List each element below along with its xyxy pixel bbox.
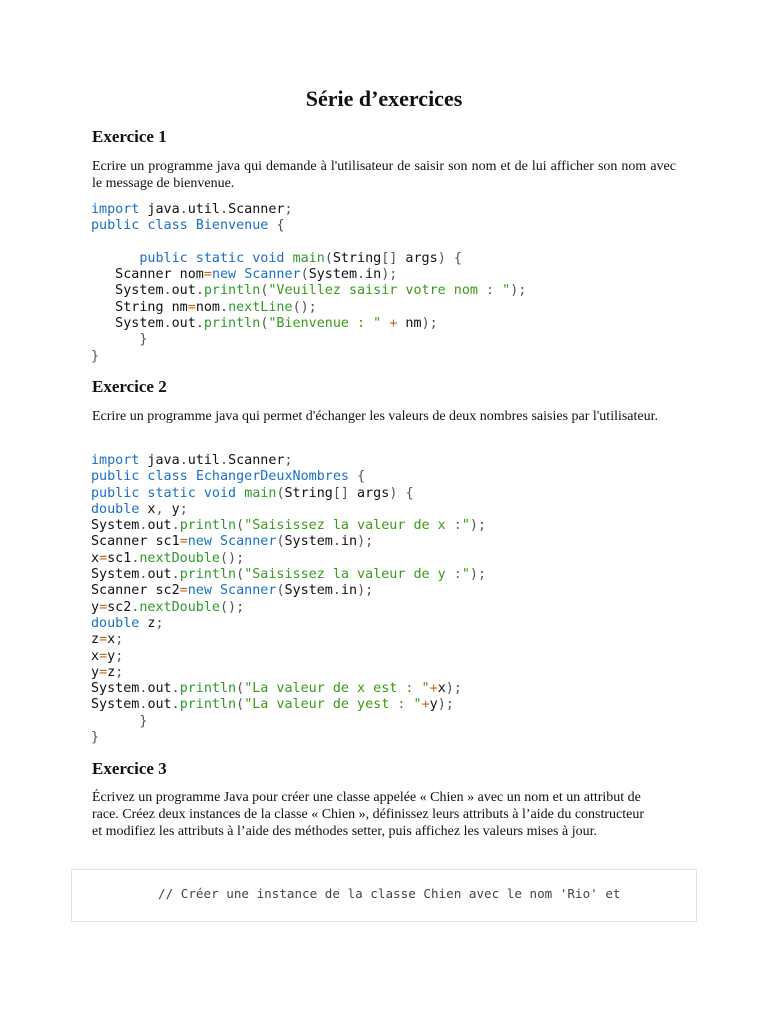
code-token: y bbox=[91, 664, 100, 680]
code-token: . bbox=[171, 518, 180, 534]
code-token: ) bbox=[437, 250, 446, 266]
code-token: . bbox=[179, 202, 188, 217]
code-token: public class bbox=[91, 218, 188, 234]
code-token: ; bbox=[115, 664, 124, 680]
code-token: Scanner sc2 bbox=[91, 583, 180, 599]
code-token: ) bbox=[389, 485, 398, 501]
code-token: + bbox=[429, 681, 438, 697]
code-token: x bbox=[91, 648, 100, 664]
code-line bbox=[91, 730, 486, 746]
code-token: String nm bbox=[91, 299, 188, 315]
exercise-1-code bbox=[91, 202, 526, 365]
code-token: nextLine bbox=[228, 299, 293, 315]
code-token: System bbox=[91, 567, 140, 583]
code-token: . bbox=[195, 316, 204, 332]
code-token: java bbox=[139, 202, 180, 217]
code-token: args bbox=[349, 485, 390, 501]
code-token: println bbox=[179, 567, 237, 583]
code-token: { bbox=[357, 469, 366, 485]
code-line bbox=[91, 202, 526, 218]
code-token: System bbox=[91, 697, 140, 713]
code-token bbox=[285, 251, 293, 266]
code-token: "Saisissez la valeur de x :" bbox=[244, 518, 470, 534]
code-token: } bbox=[91, 730, 100, 746]
code-token: sc1 bbox=[107, 550, 132, 566]
code-token: "La valeur de x est : " bbox=[244, 681, 430, 697]
code-token: println bbox=[179, 697, 237, 713]
code-token: new bbox=[187, 583, 212, 599]
code-token: System bbox=[91, 316, 164, 332]
code-token: (); bbox=[220, 599, 245, 615]
code-token: Scanner bbox=[220, 583, 277, 599]
code-token: out bbox=[147, 697, 172, 713]
page-title: Série d’exercices bbox=[305, 86, 463, 111]
code-token: = bbox=[187, 299, 196, 315]
code-line bbox=[91, 332, 526, 348]
code-token: x bbox=[107, 632, 116, 648]
code-token: . bbox=[163, 283, 172, 299]
code-line bbox=[91, 567, 486, 583]
exercise-2-heading: Exercice 2 bbox=[92, 377, 167, 396]
code-token: Scanner bbox=[220, 534, 277, 550]
code-token: "Saisissez la valeur de y :" bbox=[244, 567, 470, 583]
code-token: y bbox=[107, 648, 116, 664]
code-token: System bbox=[284, 534, 333, 550]
code-token: util bbox=[187, 453, 220, 468]
code-token bbox=[212, 534, 220, 549]
code-token: ( bbox=[300, 267, 309, 283]
code-token: . bbox=[163, 316, 172, 332]
code-token: . bbox=[139, 567, 148, 583]
code-token: nom bbox=[195, 299, 220, 315]
exercise-3-code-block bbox=[71, 869, 697, 922]
code-line bbox=[91, 551, 486, 567]
code-line bbox=[91, 300, 526, 316]
code-token: ( bbox=[260, 283, 269, 299]
code-line bbox=[91, 681, 486, 697]
code-token: y bbox=[91, 599, 100, 615]
code-token: sc2 bbox=[107, 599, 132, 615]
code-line bbox=[91, 518, 486, 534]
code-token: + bbox=[421, 697, 430, 713]
code-token: = bbox=[99, 550, 108, 566]
code-token: ); bbox=[510, 283, 527, 299]
code-token: Scanner bbox=[228, 453, 285, 468]
code-token: ); bbox=[421, 316, 438, 332]
exercise-2-description: Ecrire un programme java qui permet d'échanger les valeurs de deux nombres saisies par l'utilisateur. bbox=[92, 409, 659, 424]
code-token: ( bbox=[236, 567, 245, 583]
code-token: args bbox=[397, 250, 438, 266]
code-token: System bbox=[91, 518, 140, 534]
code-line bbox=[91, 486, 486, 502]
code-token: Scanner nom bbox=[91, 267, 204, 283]
code-token bbox=[212, 583, 220, 598]
exercise-1-description: Ecrire un programme java qui demande à l'utilisateur de saisir son nom et de lui afficher son nom avec le message de bienvenue. bbox=[92, 159, 676, 191]
exercise-3-heading: Exercice 3 bbox=[92, 759, 167, 778]
code-token: ( bbox=[236, 697, 245, 713]
code-line bbox=[91, 453, 486, 469]
code-token: { bbox=[453, 250, 462, 266]
code-token: "La valeur de yest : " bbox=[244, 697, 422, 713]
code-token: = bbox=[99, 599, 108, 615]
code-token bbox=[91, 251, 139, 266]
code-token: = bbox=[99, 664, 108, 680]
exercise-2-code bbox=[91, 453, 486, 746]
code-token: ( bbox=[324, 250, 333, 266]
code-token: ); bbox=[357, 583, 374, 599]
code-token: (); bbox=[220, 550, 245, 566]
code-token bbox=[236, 486, 244, 501]
code-token: public static void bbox=[91, 485, 237, 501]
code-token: println bbox=[179, 518, 237, 534]
code-token: y bbox=[429, 697, 438, 713]
code-token: String bbox=[332, 250, 382, 266]
code-token: . bbox=[220, 299, 229, 315]
code-token: java bbox=[139, 453, 180, 468]
code-token: x bbox=[139, 501, 156, 517]
code-token: z bbox=[107, 664, 116, 680]
code-line bbox=[91, 632, 486, 648]
code-token: Scanner bbox=[228, 202, 285, 217]
code-token: = bbox=[203, 267, 212, 283]
code-token: in bbox=[365, 267, 382, 283]
code-token: System bbox=[91, 283, 164, 299]
code-token: ; bbox=[115, 632, 124, 648]
code-line bbox=[91, 283, 526, 299]
code-token: System bbox=[91, 681, 140, 697]
code-token: "Bienvenue : " bbox=[268, 316, 382, 332]
code-token: double bbox=[91, 615, 140, 631]
code-token: public static void bbox=[139, 250, 285, 266]
code-token: ); bbox=[381, 267, 398, 283]
code-token: { bbox=[276, 218, 285, 234]
code-token: ; bbox=[179, 501, 188, 517]
code-token: nextDouble bbox=[139, 599, 220, 615]
exercise-1-heading: Exercice 1 bbox=[92, 127, 167, 146]
code-token: x bbox=[437, 681, 446, 697]
code-token: z bbox=[139, 615, 156, 631]
code-token: = bbox=[179, 534, 188, 550]
code-token: EchangerDeuxNombres bbox=[195, 469, 349, 485]
code-token bbox=[188, 469, 196, 484]
code-token: System bbox=[284, 583, 333, 599]
code-token: in bbox=[340, 534, 358, 550]
code-token: ); bbox=[445, 681, 462, 697]
code-token bbox=[236, 267, 244, 282]
code-line bbox=[91, 600, 486, 616]
code-token: z bbox=[91, 632, 100, 648]
code-line bbox=[91, 714, 486, 730]
code-token: out bbox=[147, 681, 172, 697]
code-token: . bbox=[332, 583, 341, 599]
exercise-3-description: Écrivez un programme Java pour créer une classe appelée « Chien » avec un nom et un attribut de race. Créez deux instances de la classe « Chien », définissez leurs attributs à l’aide du constructeur et modifiez les attributs à l’aide des méthodes setter, puis affichez les valeurs mises à jour. bbox=[92, 790, 645, 839]
code-token: + bbox=[389, 316, 398, 332]
code-token: import bbox=[91, 453, 140, 468]
code-token: , bbox=[155, 501, 164, 517]
code-token: = bbox=[99, 648, 108, 664]
code-line bbox=[91, 649, 486, 665]
code-token: Bienvenue bbox=[195, 218, 269, 234]
code-token: } bbox=[139, 332, 148, 348]
code-token: ; bbox=[284, 202, 293, 217]
code-token: ); bbox=[437, 697, 454, 713]
code-token: . bbox=[131, 599, 140, 615]
code-line bbox=[91, 583, 486, 599]
code-token: ; bbox=[284, 453, 293, 468]
code-line bbox=[91, 665, 486, 681]
code-token: new bbox=[187, 534, 212, 550]
code-token: . bbox=[332, 534, 341, 550]
code-line bbox=[91, 697, 486, 713]
code-token: "Veuillez saisir votre nom : " bbox=[268, 283, 511, 299]
code-token: . bbox=[139, 681, 148, 697]
code-token: ; bbox=[115, 648, 124, 664]
code-line bbox=[91, 316, 526, 332]
code-token: . bbox=[171, 681, 180, 697]
code-token: . bbox=[139, 518, 148, 534]
code-token: . bbox=[220, 453, 229, 468]
code-token: double bbox=[91, 501, 140, 517]
code-token: ( bbox=[236, 518, 245, 534]
code-token: = bbox=[179, 583, 188, 599]
code-token: println bbox=[203, 283, 261, 299]
code-token: out bbox=[171, 283, 196, 299]
code-token: . bbox=[220, 202, 229, 217]
code-token bbox=[91, 714, 139, 729]
code-line bbox=[91, 235, 526, 251]
code-line bbox=[91, 267, 526, 283]
code-token: ( bbox=[276, 534, 285, 550]
code-token: String bbox=[284, 485, 333, 501]
code-token: main bbox=[292, 250, 325, 266]
code-token bbox=[349, 469, 357, 484]
code-token: . bbox=[171, 567, 180, 583]
code-token: ( bbox=[236, 681, 245, 697]
code-token: ( bbox=[276, 583, 285, 599]
code-line bbox=[91, 349, 526, 365]
code-token: x bbox=[91, 550, 100, 566]
code-line bbox=[91, 616, 486, 632]
code-token: new bbox=[211, 267, 237, 283]
code-token bbox=[188, 218, 196, 233]
code-token: } bbox=[139, 713, 148, 729]
code-token: } bbox=[91, 348, 100, 364]
code-line bbox=[91, 502, 486, 518]
code-token: main bbox=[244, 485, 277, 501]
code-token: println bbox=[179, 681, 237, 697]
code-token: util bbox=[187, 202, 220, 217]
code-token: in bbox=[340, 583, 358, 599]
code-token: . bbox=[139, 697, 148, 713]
code-token: ); bbox=[357, 534, 374, 550]
code-token: Scanner sc1 bbox=[91, 534, 180, 550]
code-token: ; bbox=[155, 615, 164, 631]
code-token: . bbox=[131, 550, 140, 566]
code-token: [] bbox=[381, 250, 398, 266]
code-comment: // Créer une instance de la classe Chien avec le nom 'Rio' et bbox=[158, 886, 621, 901]
code-token: = bbox=[99, 632, 108, 648]
code-token: println bbox=[203, 316, 261, 332]
code-token: [] bbox=[332, 485, 349, 501]
code-token: (); bbox=[292, 299, 317, 315]
code-token: . bbox=[179, 453, 188, 468]
code-token: out bbox=[171, 316, 196, 332]
code-token: import bbox=[91, 202, 140, 217]
code-token: y bbox=[163, 501, 180, 517]
code-token: public class bbox=[91, 469, 188, 485]
code-line bbox=[91, 218, 526, 234]
code-token: nextDouble bbox=[139, 550, 220, 566]
code-line bbox=[91, 534, 486, 550]
code-token: . bbox=[171, 697, 180, 713]
code-token: Scanner bbox=[244, 267, 301, 283]
code-token: ( bbox=[276, 485, 285, 501]
code-token bbox=[446, 251, 454, 266]
code-token: { bbox=[405, 485, 414, 501]
code-token bbox=[91, 332, 139, 347]
code-token: ); bbox=[469, 518, 487, 534]
code-token: System bbox=[308, 267, 358, 283]
code-token: ); bbox=[469, 567, 487, 583]
code-token: ( bbox=[260, 316, 269, 332]
code-token: out bbox=[147, 518, 172, 534]
code-token: nm bbox=[397, 316, 422, 332]
code-line bbox=[91, 469, 486, 485]
code-token: out bbox=[147, 567, 172, 583]
code-line bbox=[91, 251, 526, 267]
code-token: . bbox=[195, 283, 204, 299]
code-token: . bbox=[357, 267, 366, 283]
